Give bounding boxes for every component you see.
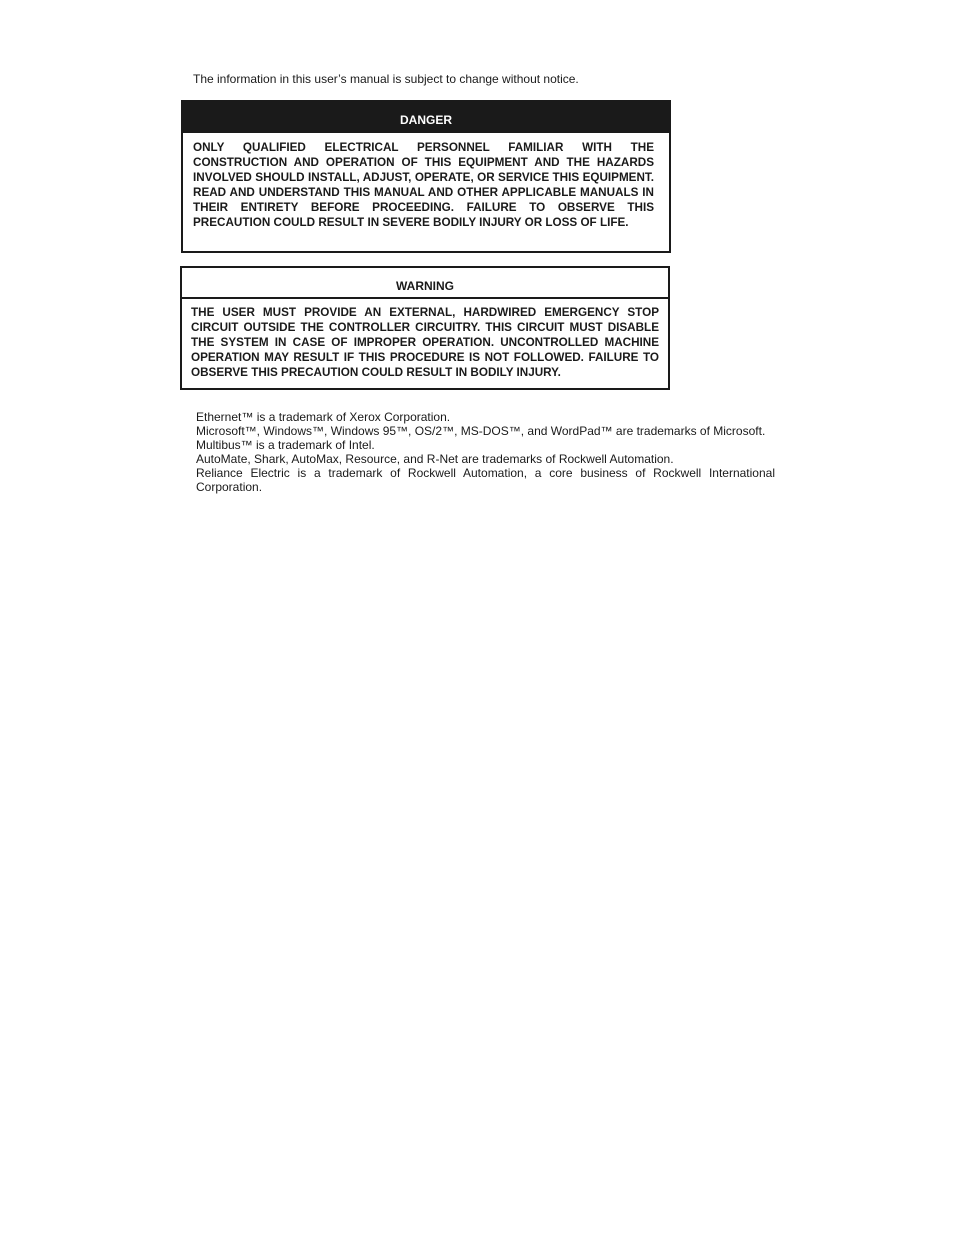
danger-title: DANGER (183, 102, 669, 133)
trademark-multibus: Multibus™ is a trademark of Intel. (196, 438, 375, 452)
trademark-reliance-electric: Reliance Electric is a trademark of Rockwell Automation, a core business of Rockwell International Corporation. (196, 466, 775, 494)
trademark-ethernet: Ethernet™ is a trademark of Xerox Corporation. (196, 410, 451, 424)
danger-box (181, 100, 671, 253)
warning-text: THE USER MUST PROVIDE AN EXTERNAL, HARDWIRED EMERGENCY STOP CIRCUIT OUTSIDE THE CONTROLLER CIRCUITRY. THIS CIRCUIT MUST DISABLE THE SYSTEM IN CASE OF IMPROPER OPERATION. UNCONTROLLED MACHINE OPERATION MAY RESULT IF THIS PROCEDURE IS NOT FOLLOWED. FAILURE TO OBSERVE THIS PRECAUTION COULD RESULT IN BODILY INJURY. (191, 306, 659, 379)
trademark-notices (196, 410, 775, 494)
trademark-microsoft: Microsoft™, Windows™, Windows 95™, OS/2™, MS-DOS™, and WordPad™ are trademarks of Microsoft. (196, 424, 766, 438)
change-notice: The information in this user’s manual is subject to change without notice. (193, 72, 579, 86)
danger-text: ONLY QUALIFIED ELECTRICAL PERSONNEL FAMILIAR WITH THE CONSTRUCTION AND OPERATION OF THIS EQUIPMENT AND THE HAZARDS INVOLVED SHOULD INSTALL, ADJUST, OPERATE, OR SERVICE THIS EQUIPMENT. READ AND UNDERSTAND THIS MANUAL AND OTHER APPLICABLE MANUALS IN THEIR ENTIRETY BEFORE PROCEEDING. FAILURE TO OBSERVE THIS PRECAUTION COULD RESULT IN SEVERE BODILY INJURY OR LOSS OF LIFE. (193, 141, 654, 229)
warning-box (180, 266, 670, 390)
trademark-rockwell-products: AutoMate, Shark, AutoMax, Resource, and R-Net are trademarks of Rockwell Automation. (196, 452, 674, 466)
warning-title: WARNING (182, 268, 668, 299)
